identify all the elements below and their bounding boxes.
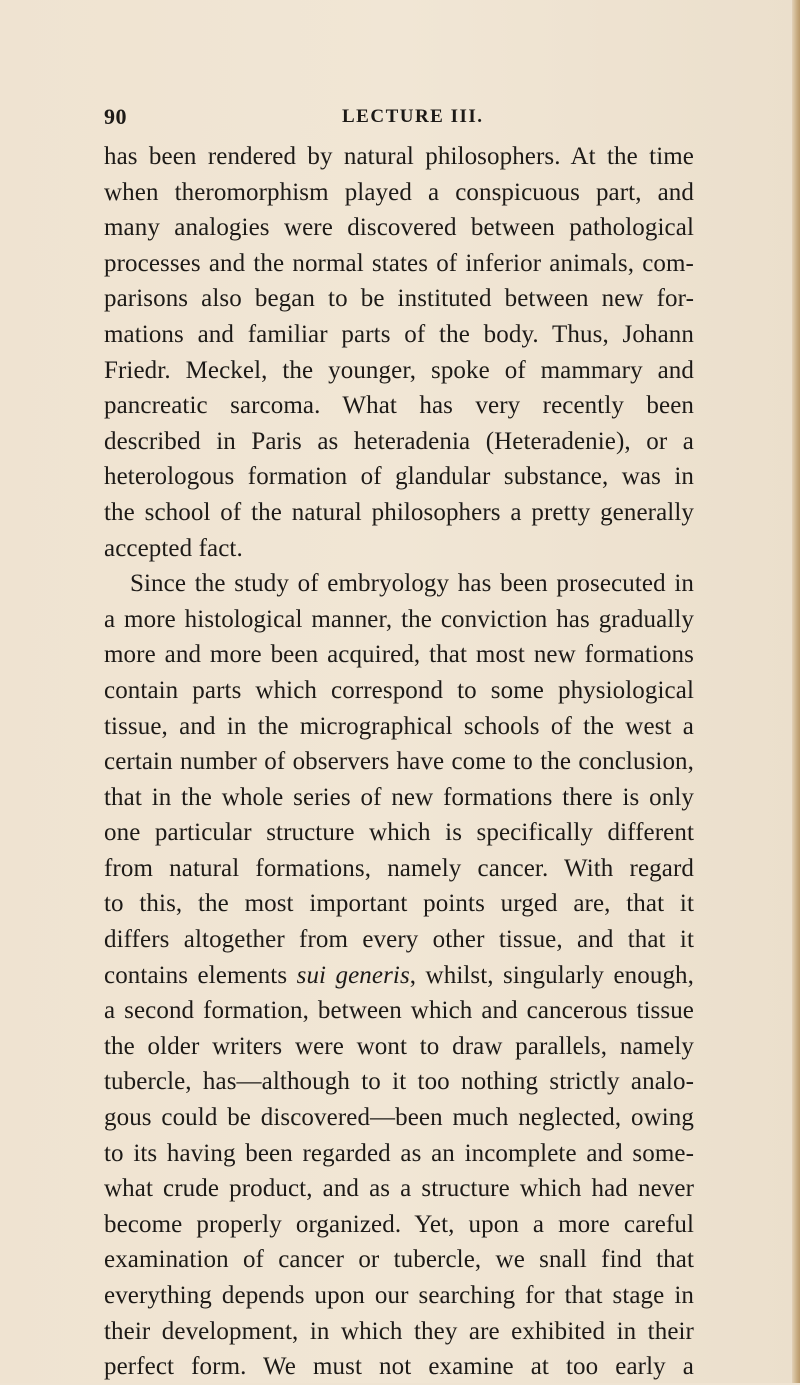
text-line: the older writers were wont to draw parallels, namely: [104, 1032, 694, 1060]
body-text: [104, 139, 694, 1385]
text-line: their development, in which they are exhibited in their: [104, 1317, 694, 1345]
text-line: the school of the natural philosophers a pretty generally: [104, 498, 694, 526]
text-line: from natural formations, namely cancer. With regard: [104, 854, 694, 882]
text-line: everything depends upon our searching for that stage in: [104, 1282, 694, 1309]
text-line: perfect form. We must not examine at too early a: [104, 1353, 694, 1381]
page-header: [104, 104, 694, 132]
text-line: accepted fact.: [104, 534, 243, 562]
text-line: examination of cancer or tubercle, we snall find that: [104, 1246, 694, 1274]
text-line: processes and the normal states of inferior animals, com-: [104, 249, 694, 277]
text-line: to its having been regarded as an incomplete and some-: [104, 1139, 694, 1167]
text-line: one particular structure which is specifically different: [104, 819, 694, 847]
text-line: when theromorphism played a conspicuous part, and: [104, 178, 694, 206]
text-line: Friedr. Meckel, the younger, spoke of mammary and: [104, 356, 694, 384]
text-line: has been rendered by natural philosophers. At the time: [104, 143, 694, 170]
text-segment: contains elements: [104, 961, 288, 989]
text-line: a more histological manner, the conviction has gradually: [104, 605, 694, 633]
text-line: described in Paris as heteradenia (Heteradenie), or a: [104, 427, 694, 455]
page-number: 90: [104, 104, 127, 129]
text-segment: , whilst, singularly enough,: [409, 961, 694, 989]
text-line: become properly organized. Yet, upon a more careful: [104, 1210, 694, 1238]
italic-term: sui generis: [296, 961, 410, 989]
text-line: a second formation, between which and cancerous tissue: [104, 997, 694, 1025]
text-line: contain parts which correspond to some physiological: [104, 676, 694, 704]
text-line: tubercle, has—although to it too nothing strictly analo-: [104, 1068, 694, 1096]
text-line: parisons also began to be instituted between new for-: [104, 285, 694, 313]
text-line: heterologous formation of glandular substance, was in: [104, 463, 694, 491]
text-line: differs altogether from every other tissue, and that it: [104, 926, 694, 954]
text-line: many analogies were discovered between pathological: [104, 214, 694, 242]
text-line: Since the study of embryology has been prosecuted in: [130, 570, 694, 598]
text-line: tissue, and in the micrographical schools of the west a: [104, 712, 694, 740]
text-line: mations and familiar parts of the body. Thus, Johann: [104, 320, 694, 348]
text-line: to this, the most important points urged are, that it: [104, 890, 694, 918]
text-line: gous could be discovered—been much neglected, owing: [104, 1104, 694, 1132]
text-line: pancreatic sarcoma. What has very recently been: [104, 392, 694, 420]
running-head: LECTURE III.: [342, 106, 484, 127]
text-line: that in the whole series of new formations there is only: [104, 783, 694, 811]
text-line: certain number of observers have come to the conclusion,: [104, 748, 694, 776]
text-line: more and more been acquired, that most new formations: [104, 641, 694, 669]
page-edge: [792, 0, 800, 1383]
text-line-mixed: [104, 958, 694, 994]
text-line: what crude product, and as a structure which had never: [104, 1175, 694, 1203]
